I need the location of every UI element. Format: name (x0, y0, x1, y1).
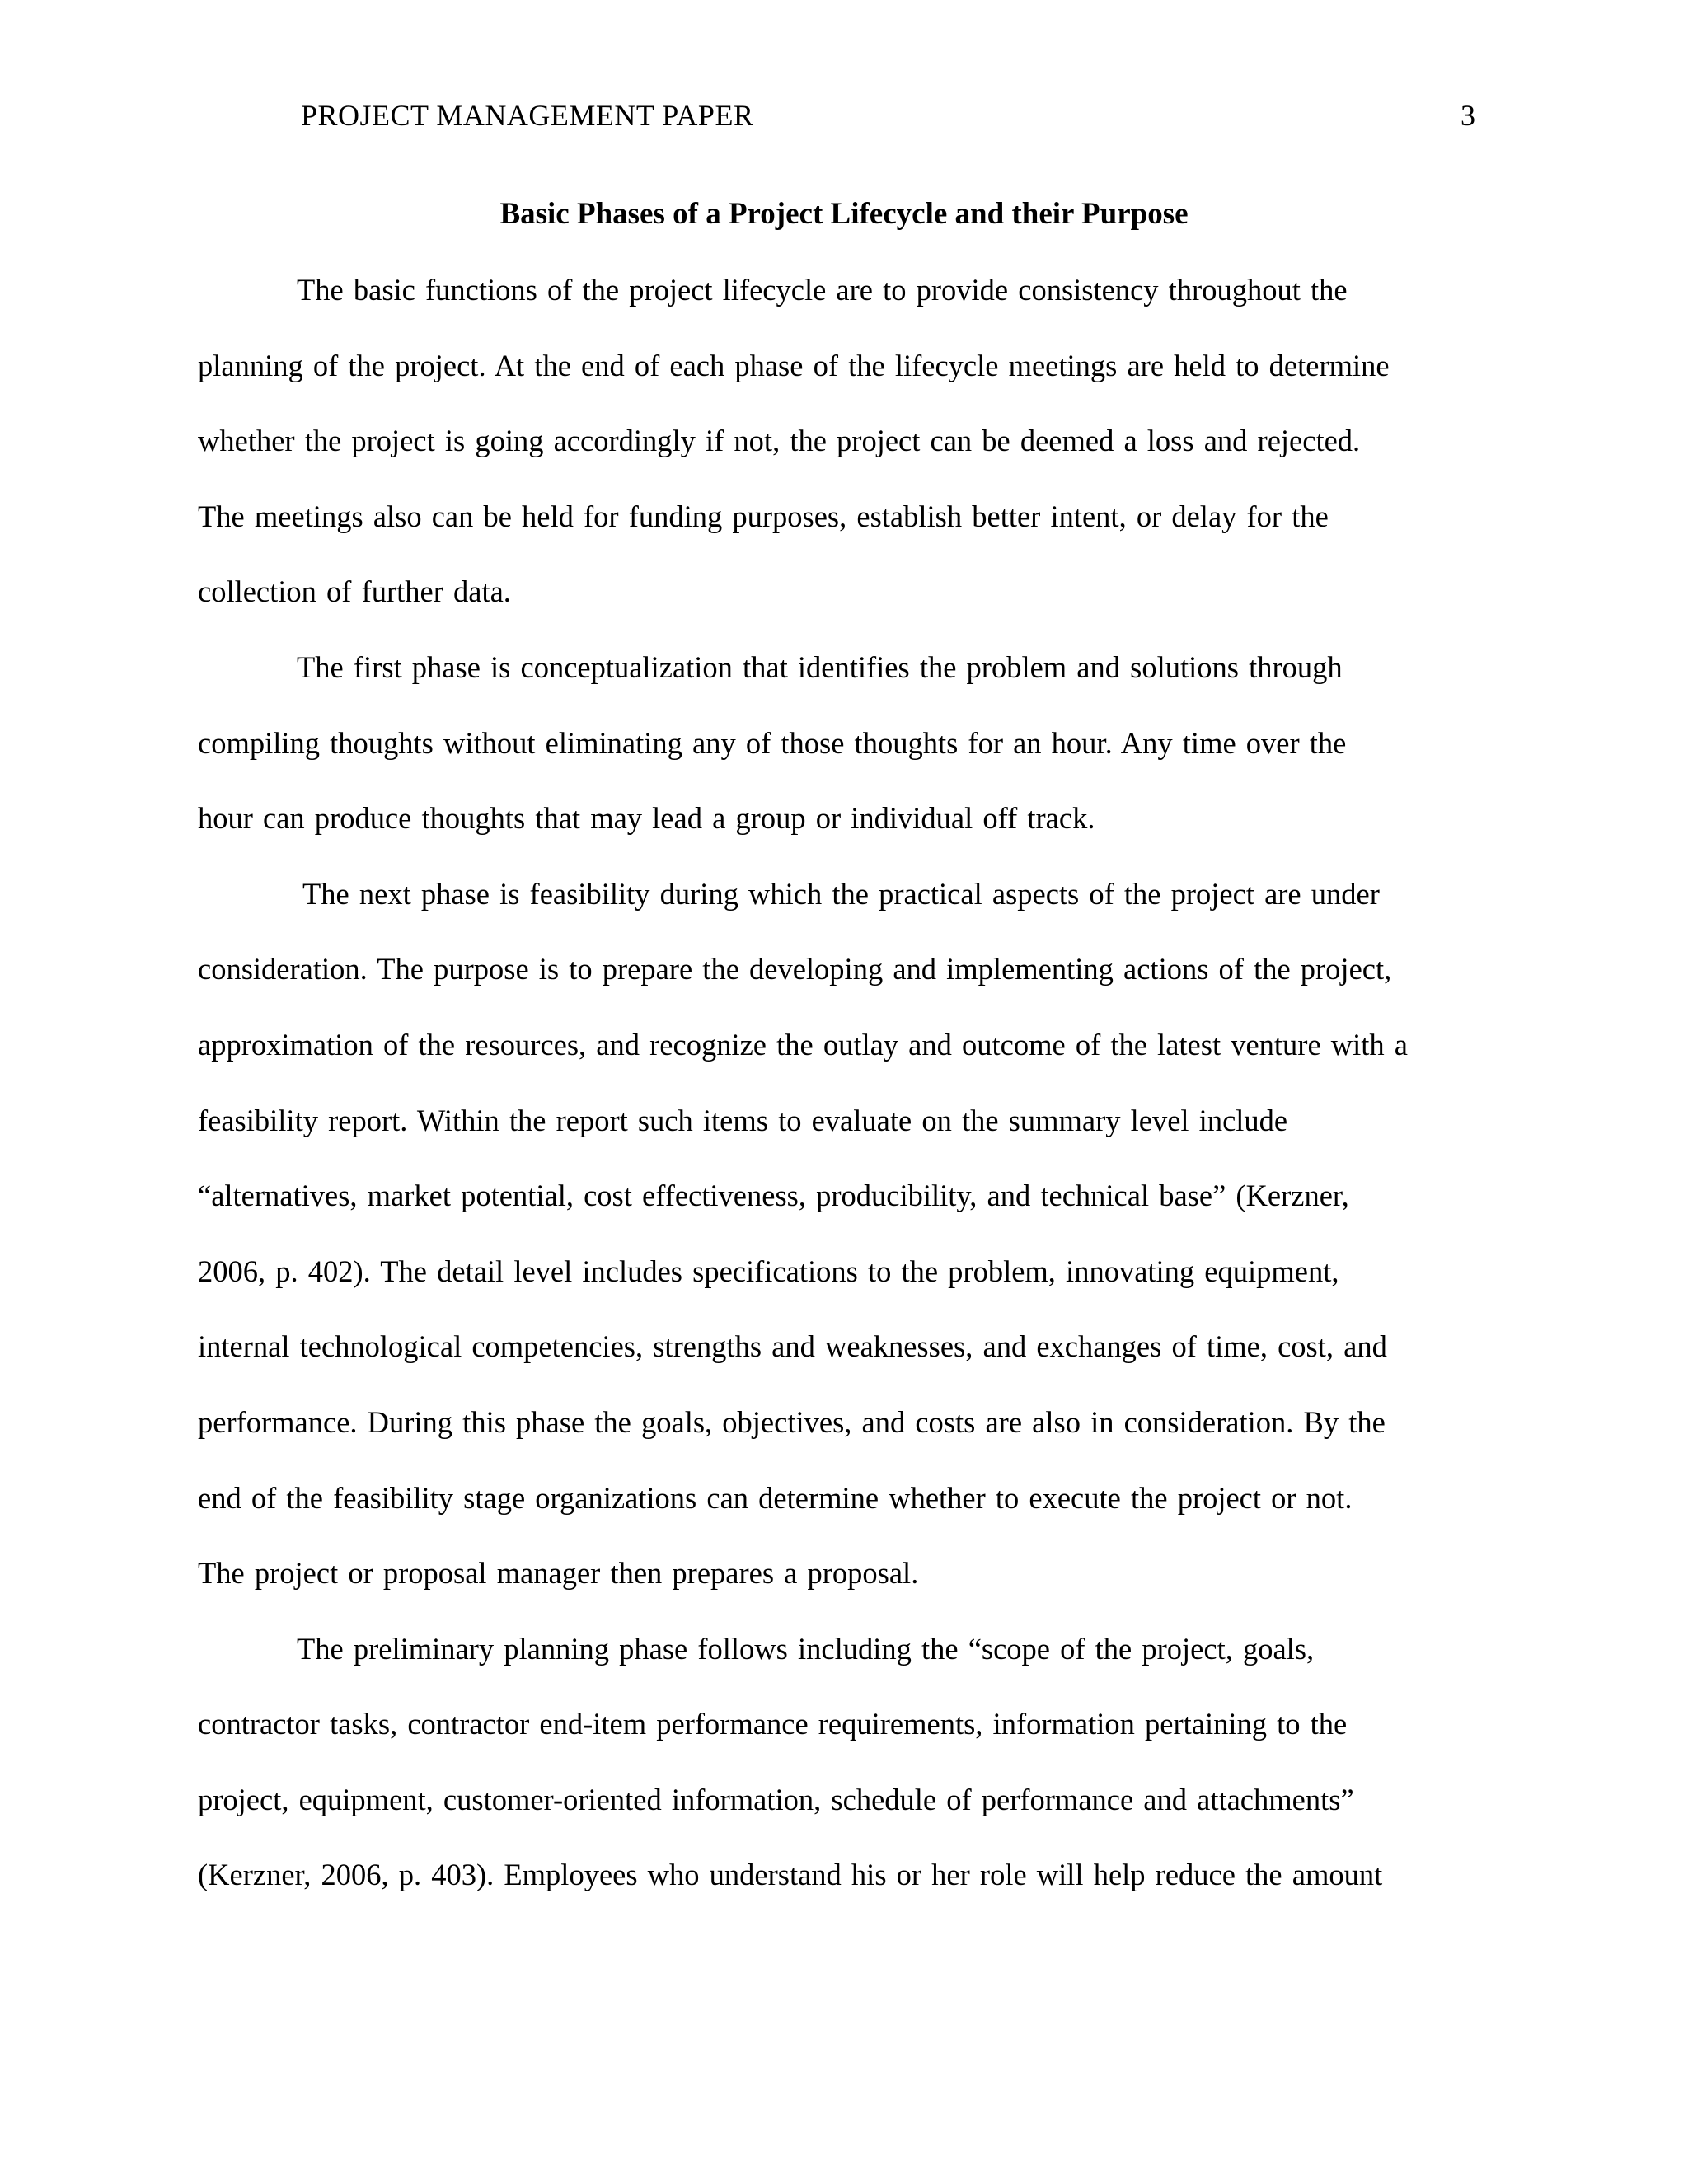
text-line: 2006, p. 402). The detail level includes specifications to the problem, innovating equipment, (198, 1254, 1339, 1288)
text-line: The project or proposal manager then prepares a proposal. (198, 1556, 919, 1591)
text-line: whether the project is going accordingly if not, the project can be deemed a loss and rejected. (198, 424, 1361, 458)
paragraph-conceptualization (198, 648, 1500, 874)
text-line: (Kerzner, 2006, p. 403). Employees who understand his or her role will help reduce the amount (198, 1858, 1383, 1892)
text-line: end of the feasibility stage organizations can determine whether to execute the project or not. (198, 1480, 1353, 1515)
text-line: collection of further data. (198, 574, 511, 609)
paragraph-preliminary-planning (198, 1629, 1500, 1931)
text-line: contractor tasks, contractor end-item performance requirements, information pertaining to the (198, 1707, 1348, 1741)
text-line: hour can produce thoughts that may lead a group or individual off track. (198, 801, 1095, 836)
section-heading: Basic Phases of a Project Lifecycle and their Purpose (499, 197, 1189, 231)
paragraph-feasibility (198, 874, 1500, 1629)
text-line: approximation of the resources, and recognize the outlay and outcome of the latest venture with a (198, 1027, 1409, 1062)
paragraph-functions (198, 270, 1500, 648)
text-line: compiling thoughts without eliminating any of those thoughts for an hour. Any time over the (198, 725, 1347, 760)
text-line: performance. During this phase the goals, objectives, and costs are also in consideration. By the (198, 1404, 1386, 1439)
text-line: The basic functions of the project lifecycle are to provide consistency throughout the (297, 273, 1348, 307)
running-head: PROJECT MANAGEMENT PAPER (301, 99, 754, 132)
text-line: The first phase is conceptualization that identifies the problem and solutions through (297, 649, 1343, 684)
text-line: consideration. The purpose is to prepare the developing and implementing actions of the project, (198, 952, 1392, 987)
text-line: The next phase is feasibility during which the practical aspects of the project are under (302, 876, 1380, 911)
page-number: 3 (1461, 99, 1475, 132)
text-line: feasibility report. Within the report such items to evaluate on the summary level include (198, 1103, 1288, 1137)
text-line: internal technological competencies, strengths and weaknesses, and exchanges of time, cost, and (198, 1329, 1387, 1364)
text-line: The preliminary planning phase follows including the “scope of the project, goals, (297, 1631, 1315, 1666)
text-line: project, equipment, customer-oriented information, schedule of performance and attachments” (198, 1782, 1354, 1816)
text-line: planning of the project. At the end of each phase of the lifecycle meetings are held to determine (198, 348, 1390, 382)
body-text (198, 270, 1500, 1931)
text-line: “alternatives, market potential, cost effectiveness, producibility, and technical base” (Kerzner, (198, 1179, 1349, 1213)
text-line: The meetings also can be held for funding purposes, establish better intent, or delay for the (198, 499, 1329, 533)
